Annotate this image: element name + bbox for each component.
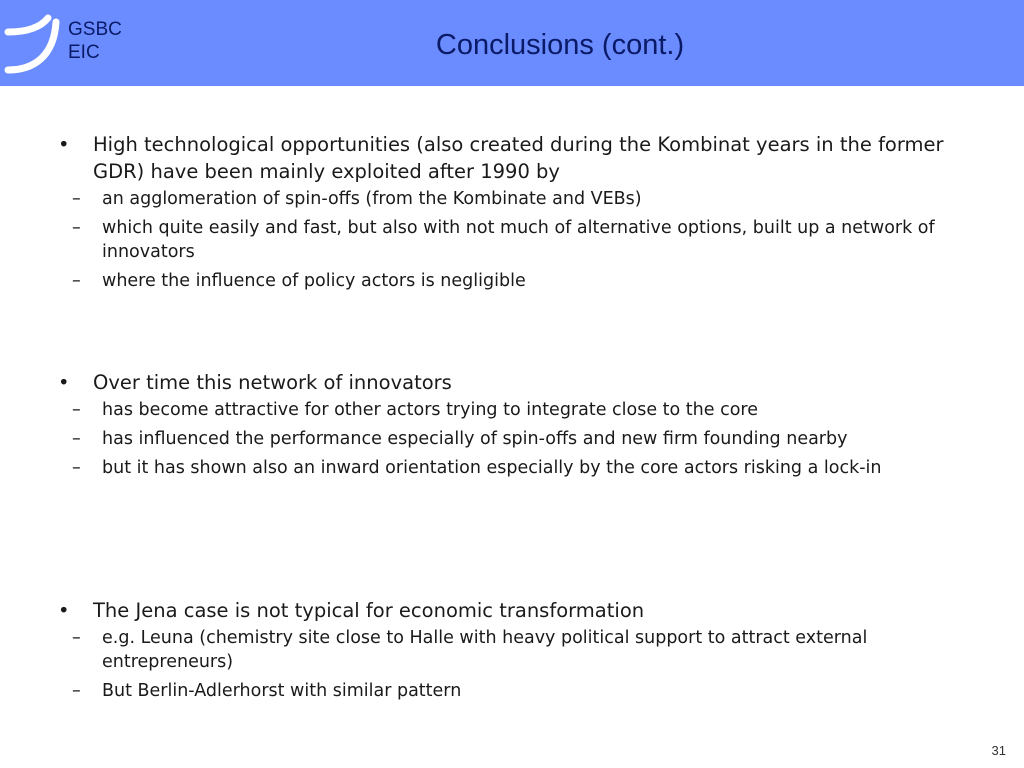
logo-line-eic: EIC <box>68 42 100 63</box>
sub-item <box>56 269 966 293</box>
dash-icon: – <box>72 429 81 449</box>
bullet-item <box>56 597 966 624</box>
dash-icon: – <box>72 458 81 478</box>
sub-text: where the influence of policy actors is negligible <box>102 271 526 291</box>
sub-text: has influenced the performance especially of spin-offs and new firm founding nearby <box>102 429 848 449</box>
bullet-group-1 <box>56 131 966 298</box>
sub-list <box>56 398 881 480</box>
bullet-text: High technological opportunities (also created during the Kombinat years in the former GDR) have been mainly exploited after 1990 by <box>93 133 944 183</box>
bullet-item <box>56 369 881 396</box>
sub-item <box>56 216 966 264</box>
dash-icon: – <box>72 189 81 209</box>
sub-text: but it has shown also an inward orientation especially by the core actors risking a lock-in <box>102 458 882 478</box>
dash-icon: – <box>72 400 81 420</box>
sub-text: has become attractive for other actors trying to integrate close to the core <box>102 400 758 420</box>
sub-item <box>56 427 881 451</box>
header-bar <box>0 0 1024 86</box>
sub-item <box>56 398 881 422</box>
bullet-text: Over time this network of innovators <box>93 371 452 394</box>
sub-text: e.g. Leuna (chemistry site close to Halle with heavy political support to attract external entrepreneurs) <box>102 628 868 672</box>
bullet-group-2 <box>56 369 881 485</box>
sub-item <box>56 187 966 211</box>
sub-list <box>56 187 966 293</box>
dash-icon: – <box>72 218 81 238</box>
bullet-dot-icon: • <box>58 371 70 394</box>
bullet-text: The Jena case is not typical for economic transformation <box>93 599 645 622</box>
logo-line-gsbc: GSBC <box>68 19 122 40</box>
dash-icon: – <box>72 271 81 291</box>
sub-item <box>56 626 966 674</box>
sub-text: an agglomeration of spin-offs (from the Kombinate and VEBs) <box>102 189 642 209</box>
slide-title: Conclusions (cont.) <box>435 29 685 61</box>
sub-list <box>56 626 966 703</box>
sub-item <box>56 456 881 480</box>
page-number: 31 <box>991 743 1006 758</box>
sub-text: which quite easily and fast, but also with not much of alternative options, built up a network of innovators <box>102 218 935 262</box>
dash-icon: – <box>72 628 81 648</box>
dash-icon: – <box>72 681 81 701</box>
bullet-dot-icon: • <box>58 133 70 156</box>
sub-item <box>56 679 966 703</box>
bullet-group-3 <box>56 597 966 708</box>
bullet-item <box>56 131 966 185</box>
sub-text: But Berlin-Adlerhorst with similar pattern <box>102 681 462 701</box>
logo-mark-icon <box>4 10 62 76</box>
logo-text <box>68 18 122 64</box>
bullet-dot-icon: • <box>58 599 70 622</box>
